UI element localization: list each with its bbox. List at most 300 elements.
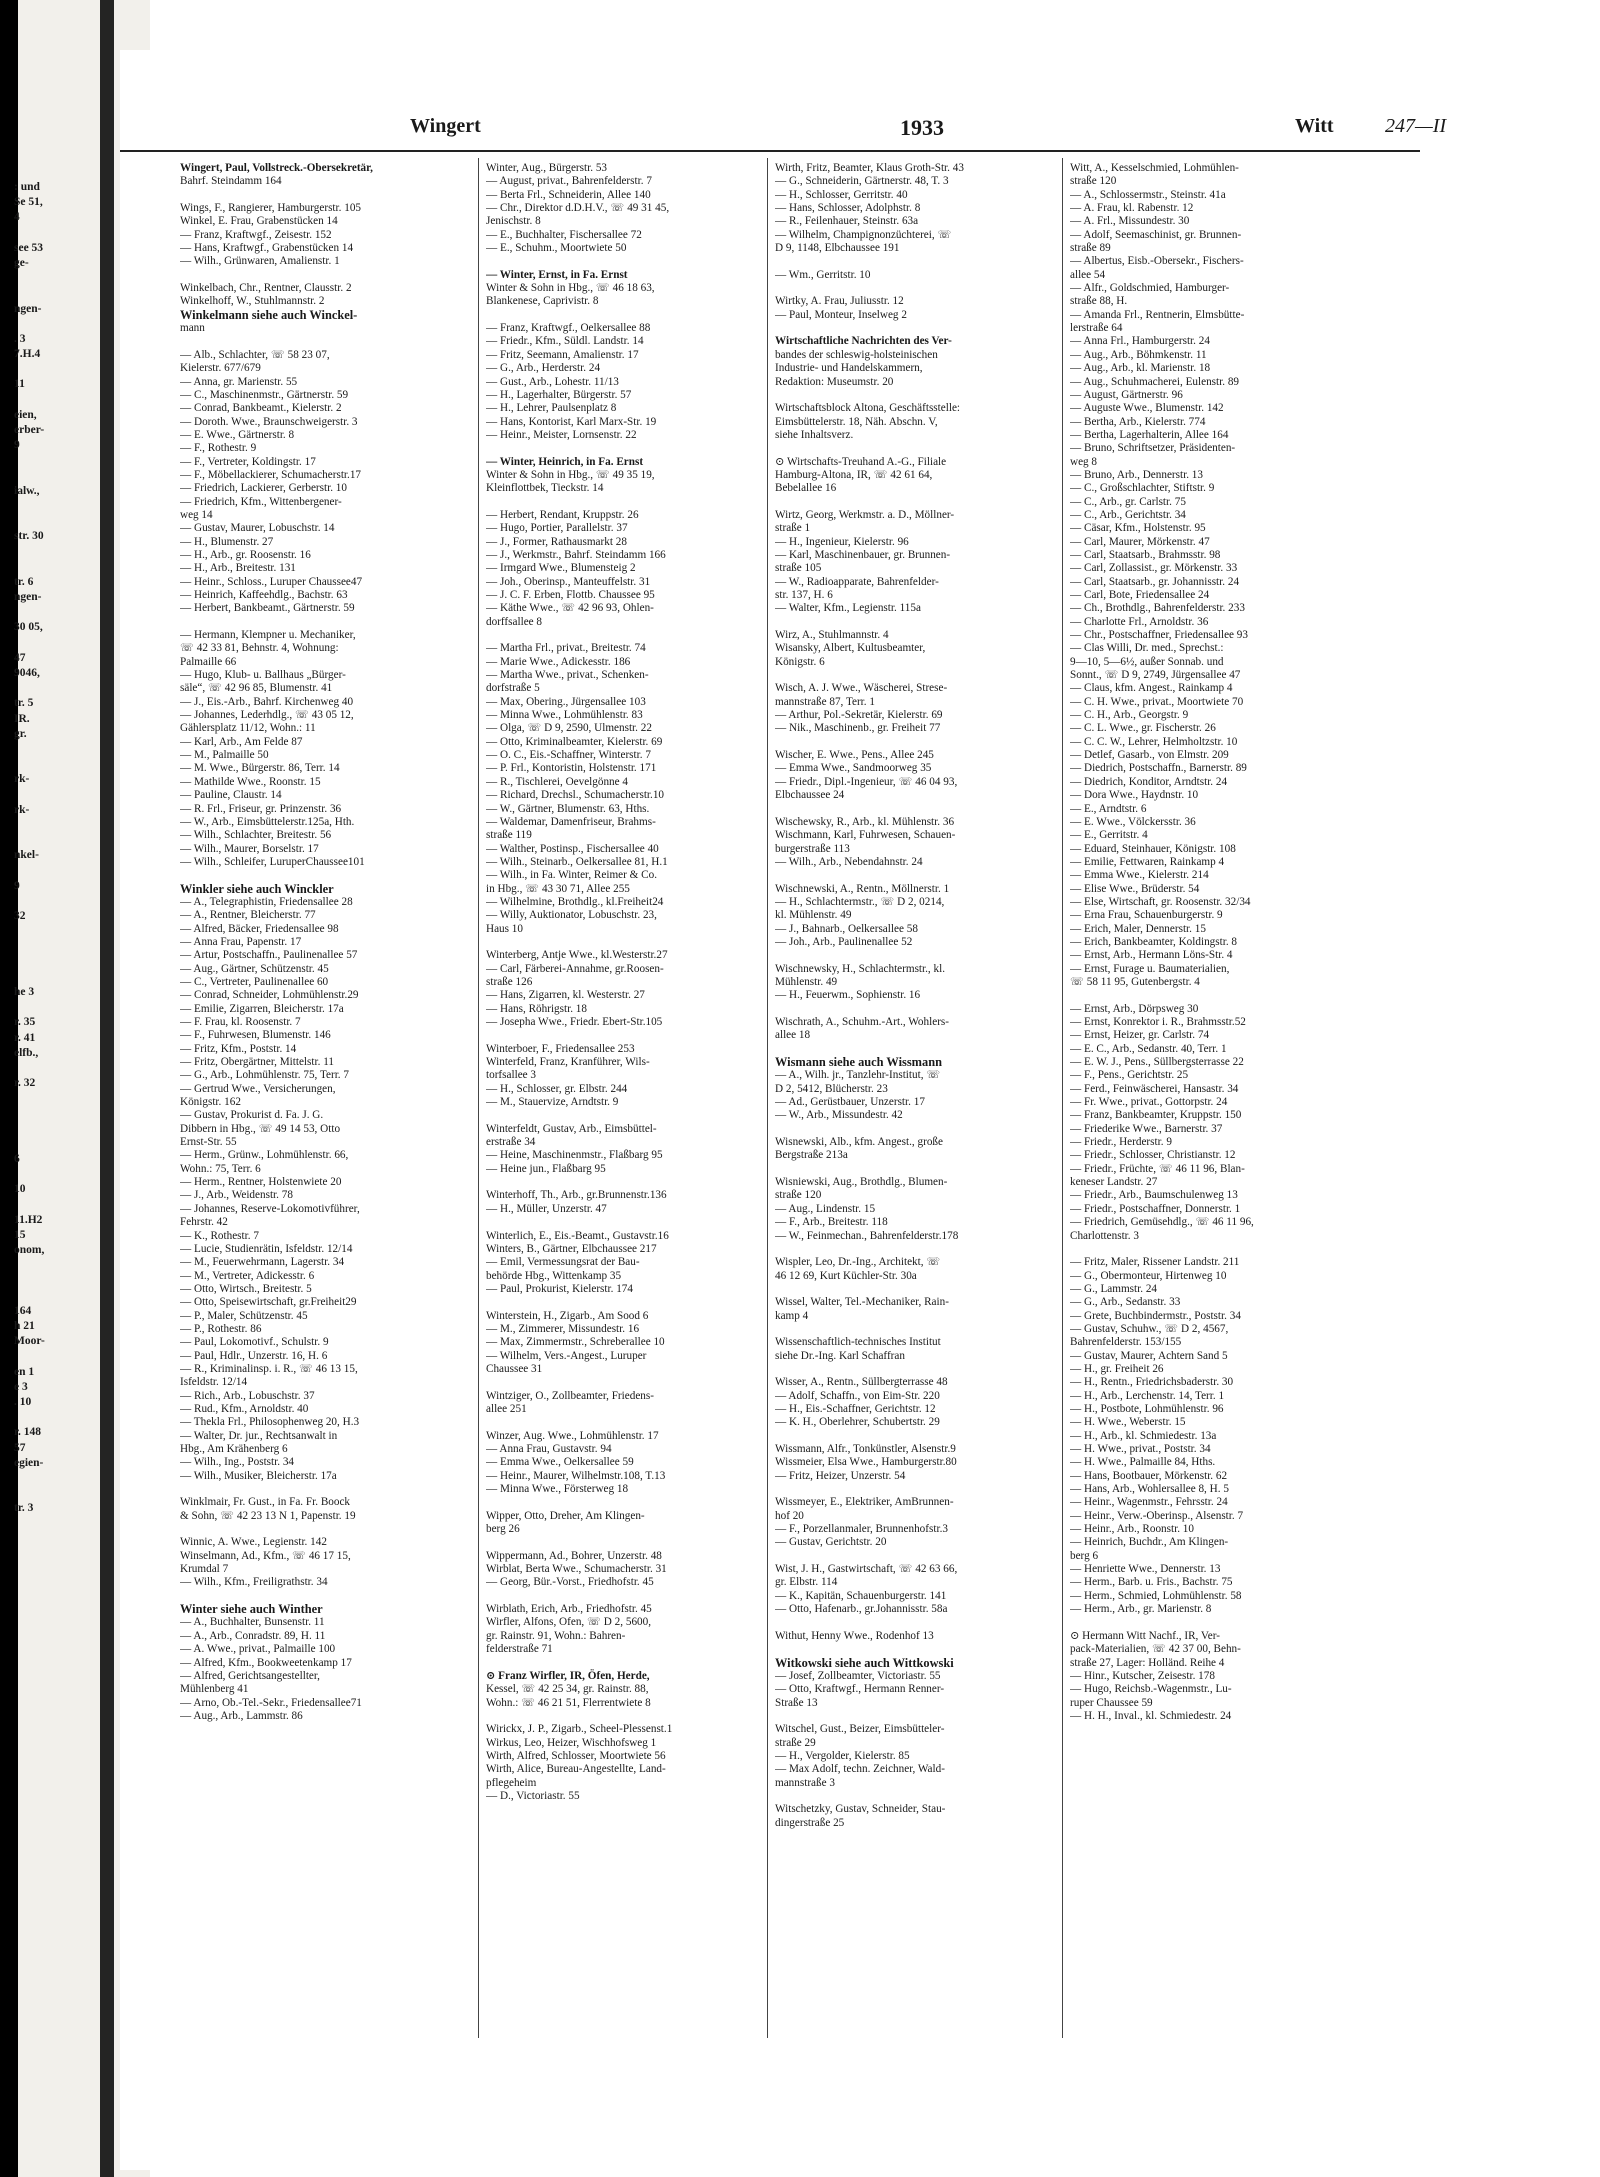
- directory-entry-line: — F. Frau, kl. Roosenstr. 7: [180, 1016, 301, 1028]
- directory-entry-line: Winklmair, Fr. Gust., in Fa. Fr. Boock: [180, 1496, 351, 1509]
- directory-entry-line: — K., Rothestr. 7: [180, 1229, 259, 1242]
- directory-entry-line: — Otto, Kraftwgf., Hermann Renner-: [775, 1683, 945, 1696]
- directory-entry-line: [775, 1323, 1075, 1336]
- directory-entry-line: Mühlenberg 41: [180, 1683, 249, 1696]
- directory-entry-line: — F., Fuhrwesen, Blumenstr. 146: [180, 1029, 331, 1042]
- directory-entry-line: — Adolf, Schaffn., von Eim-Str. 220: [775, 1389, 940, 1402]
- directory-entry-line: — Chr., Direktor d.D.H.V., ☏ 49 31 45,: [486, 202, 670, 215]
- directory-entry-line: — Max Adolf, techn. Zeichner, Wald-: [775, 1763, 945, 1776]
- directory-entry-line: — M., Stauervize, Arndtstr. 9: [486, 1096, 619, 1109]
- directory-entry-line: Wisansky, Albert, Kultusbeamter,: [775, 642, 926, 655]
- directory-entry-line: — Carl, Staatsarb., gr. Johannisstr. 24: [1070, 575, 1240, 588]
- directory-entry-line: keneser Landstr. 27: [1070, 1176, 1158, 1189]
- directory-entry-line: [775, 389, 1075, 402]
- directory-entry-line: Winterfeld, Franz, Kranführer, Wils-: [486, 1056, 650, 1069]
- directory-entry-line: — Claus, kfm. Angest., Rainkamp 4: [1070, 682, 1233, 695]
- directory-entry-line: — Hugo, Reichsb.-Wagenmstr., Lu-: [1070, 1683, 1232, 1696]
- directory-entry-line: — H., gr. Freiheit 26: [1070, 1362, 1164, 1375]
- directory-entry-line: [180, 1523, 480, 1536]
- directory-entry-line: — Karl, Maschinenbauer, gr. Brunnen-: [775, 548, 951, 561]
- header-first-entry: Wingert: [410, 115, 481, 137]
- directory-entry-line: Winter & Sohn in Hbg., ☏ 49 35 19,: [486, 468, 655, 481]
- directory-entry-line: Wisniewski, Aug., Brothdlg., Blumen-: [775, 1176, 948, 1189]
- directory-entry-line: — C., Maschinenmstr., Gärtnerstr. 59: [180, 388, 349, 401]
- directory-entry-line: — Walter, Dr. jur., Rechtsanwalt in: [180, 1429, 338, 1442]
- directory-entry-line: — Friedr., Herderstr. 9: [1070, 1136, 1172, 1149]
- directory-entry-line: Bahrenfelderstr. 153/155: [1070, 1336, 1182, 1349]
- directory-entry-line: — Alfred, Kfm., Bookweetenkamp 17: [180, 1656, 352, 1669]
- directory-entry-line: Witt, A., Kesselschmied, Lohmühlen-: [1070, 162, 1239, 174]
- fragment-line: 4: [14, 211, 20, 224]
- directory-entry-line: — R., Feilenhauer, Steinstr. 63a: [775, 215, 919, 228]
- directory-entry-line: [775, 869, 1075, 882]
- fragment-line: 30 05,: [14, 621, 43, 634]
- directory-entry-line: — P., Maler, Schützenstr. 45: [180, 1309, 308, 1322]
- directory-entry-line: — J., Bahnarb., Oelkersallee 58: [775, 922, 918, 935]
- directory-entry-line: Winnic, A. Wwe., Legienstr. 142: [180, 1536, 327, 1549]
- directory-entry-line: Chaussee 31: [486, 1362, 543, 1375]
- directory-entry-line: Winterfeldt, Gustav, Arb., Eimsbüttel-: [486, 1122, 657, 1135]
- directory-entry-line: — Aug., Arb., Böhmkenstr. 11: [1070, 348, 1207, 361]
- directory-entry-line: — F., Vertreter, Koldingstr. 17: [180, 455, 316, 468]
- directory-entry-line: Wirtschaftsblock Altona, Geschäftsstelle:: [775, 402, 961, 415]
- directory-entry-line: — Ernst, Arb., Hermann Löns-Str. 4: [1070, 949, 1233, 962]
- directory-entry-line: [775, 1550, 1075, 1563]
- fragment-line: elfb.,: [14, 1046, 39, 1059]
- fragment-line: 164: [14, 1304, 32, 1317]
- directory-entry-line: — Minna Wwe., Lohmühlenstr. 83: [486, 709, 643, 722]
- fragment-line: rk-: [14, 803, 30, 816]
- directory-entry-line: [486, 442, 786, 455]
- directory-entry-line: Winkler siehe auch Winckler: [180, 881, 334, 896]
- directory-entry-line: — Arno, Ob.-Tel.-Sekr., Friedensallee71: [180, 1696, 362, 1709]
- directory-entry-line: Industrie- und Handelskammern,: [775, 362, 923, 375]
- directory-entry-line: gr. Elbstr. 114: [775, 1576, 838, 1589]
- directory-entry-line: [486, 1536, 786, 1549]
- directory-entry-line: — Arthur, Pol.-Sekretär, Kielerstr. 69: [775, 709, 943, 722]
- directory-entry-line: — Pauline, Claustr. 14: [180, 789, 282, 802]
- directory-entry-line: — H., Blumenstr. 27: [180, 535, 274, 548]
- directory-entry-line: 46 12 69, Kurt Küchler-Str. 30a: [775, 1269, 917, 1282]
- directory-entry-line: — Herm., Schmied, Lohmühlenstr. 58: [1070, 1589, 1242, 1602]
- directory-entry-line: — A., Telegraphistin, Friedensallee 28: [180, 895, 353, 908]
- directory-entry-line: — Mathilde Wwe., Roonstr. 15: [180, 775, 321, 788]
- directory-entry-line: — Friedrich, Kfm., Wittenbergener-: [180, 495, 342, 508]
- directory-entry-line: Withut, Henny Wwe., Rodenhof 13: [775, 1629, 934, 1642]
- directory-entry-line: — P., Rothestr. 86: [180, 1322, 262, 1335]
- fragment-line: 10: [14, 1183, 26, 1196]
- directory-entry-line: Wingert, Paul, Vollstreck.-Obersekretär,: [180, 162, 373, 174]
- directory-entry-line: Wischrath, A., Schuhm.-Art., Wohlers-: [775, 1016, 949, 1028]
- directory-entry-line: — Wilh., in Fa. Winter, Reimer & Co.: [486, 869, 658, 882]
- directory-entry-line: — Franz, Kraftwgf., Zeisestr. 152: [180, 228, 332, 241]
- fragment-line: rk-: [14, 773, 30, 786]
- directory-entry-line: Redaktion: Museumstr. 20: [775, 375, 894, 388]
- directory-entry-line: — Hermann, Klempner u. Mechaniker,: [180, 629, 356, 642]
- directory-entry-line: Winzer, Aug. Wwe., Lohmühlenstr. 17: [486, 1429, 659, 1442]
- directory-entry-line: — F., Arb., Breitestr. 118: [775, 1216, 888, 1229]
- directory-entry-line: — Paul, Hdlr., Unzerstr. 16, H. 6: [180, 1349, 328, 1362]
- directory-entry-line: Wirickx, J. P., Zigarb., Scheel-Plessenst.1: [486, 1723, 673, 1736]
- directory-entry-line: — Bertha, Arb., Kielerstr. 774: [1070, 415, 1206, 428]
- directory-entry-line: — Thekla Frl., Philosophenweg 20, H.3: [180, 1416, 360, 1429]
- directory-entry-line: — Erich, Maler, Dennerstr. 15: [1070, 922, 1206, 935]
- fragment-line: 6: [14, 1153, 20, 1165]
- directory-entry-line: D 9, 1148, Elbchaussee 191: [775, 242, 900, 255]
- directory-entry-line: Winter siehe auch Winther: [180, 1602, 323, 1617]
- directory-entry-line: — H., Arb., Breitestr. 131: [180, 562, 296, 575]
- directory-entry-line: — Anna Frl., Hamburgerstr. 24: [1070, 335, 1210, 348]
- directory-entry-line: 9—10, 5—6½, außer Sonnab. und: [1070, 655, 1224, 668]
- directory-entry-line: felderstraße 71: [486, 1643, 553, 1656]
- directory-entry-line: — K., Kapitän, Schauenburgerstr. 141: [775, 1589, 947, 1602]
- directory-entry-line: — Carl, Maurer, Mörkenstr. 47: [1070, 535, 1210, 548]
- directory-entry-line: — Wilh., Maurer, Borselstr. 17: [180, 842, 319, 855]
- directory-entry-line: — H. Wwe., Weberstr. 15: [1070, 1416, 1186, 1429]
- directory-entry-line: — Diedrich, Postschaffn., Barnerstr. 89: [1070, 762, 1247, 775]
- directory-entry-line: — Berta Frl., Schneiderin, Allee 140: [486, 188, 651, 201]
- directory-entry-line: Fehrstr. 42: [180, 1216, 228, 1229]
- directory-entry-line: — Grete, Buchbindermstr., Poststr. 34: [1070, 1309, 1241, 1322]
- directory-entry-line: — R., Tischlerei, Oevelgönne 4: [486, 775, 629, 788]
- directory-entry-line: — Amanda Frl., Rentnerin, Elmsbütte-: [1070, 308, 1245, 321]
- directory-entry-line: — C. L. Wwe., gr. Fischerstr. 26: [1070, 722, 1216, 735]
- directory-entry-line: — W., Gärtner, Blumenstr. 63, Hths.: [486, 802, 650, 815]
- directory-entry-line: — W., Feinmechan., Bahrenfelderstr.178: [775, 1229, 959, 1242]
- directory-entry-line: — E., Arndtstr. 6: [1070, 802, 1147, 815]
- directory-entry-line: — G., Arb., Herderstr. 24: [486, 362, 601, 375]
- directory-entry-line: [486, 1416, 786, 1429]
- directory-entry-line: — Hans, Kontorist, Karl Marx-Str. 19: [486, 415, 657, 428]
- directory-entry-line: — Friedr., Arb., Baumschulenweg 13: [1070, 1189, 1238, 1202]
- directory-entry-line: Winterberg, Antje Wwe., kl.Westerstr.27: [486, 949, 668, 962]
- directory-entry-line: — H., Arb., gr. Roosenstr. 16: [180, 548, 311, 561]
- directory-entry-line: Wischnewsky, H., Schlachtermstr., kl.: [775, 962, 946, 975]
- directory-entry-line: — Wilh., Kfm., Freiligrathstr. 34: [180, 1576, 328, 1589]
- directory-entry-line: — H. H., Inval., kl. Schmiedestr. 24: [1070, 1709, 1232, 1722]
- directory-entry-line: Winter, Aug., Bürgerstr. 53: [486, 162, 608, 174]
- directory-entry-line: — Heinr., Meister, Lornsenstr. 22: [486, 428, 637, 441]
- directory-entry-line: straße 120: [1070, 175, 1117, 188]
- directory-entry-line: — Alfred, Gerichtsangestellter,: [180, 1669, 320, 1682]
- directory-entry-line: [180, 335, 480, 348]
- fragment-line: ngen-: [14, 302, 42, 315]
- directory-entry-line: Kielerstr. 677/679: [180, 362, 261, 375]
- fragment-line: 47: [14, 651, 26, 664]
- directory-entry-line: Palmaille 66: [180, 655, 237, 668]
- fragment-line: Se 51,: [14, 196, 43, 209]
- directory-entry-line: Mühlenstr. 49: [775, 975, 838, 988]
- directory-entry-line: [180, 1590, 480, 1603]
- directory-entry-line: erstraße 34: [486, 1136, 536, 1149]
- directory-entry-line: [486, 496, 786, 509]
- directory-entry-line: Wings, F., Rangierer, Hamburgerstr. 105: [180, 202, 362, 215]
- fragment-line: he 3: [14, 985, 35, 998]
- directory-entry-line: Bahrf. Steindamm 164: [180, 175, 282, 188]
- directory-entry-line: [775, 322, 1075, 335]
- directory-entry-line: Winkelbach, Chr., Rentner, Clausstr. 2: [180, 282, 352, 295]
- fragment-line: nkel-: [14, 849, 39, 862]
- directory-entry-line: — M., Feuerwehrmann, Lagerstr. 34: [180, 1256, 345, 1269]
- fragment-line: IR.: [14, 712, 30, 725]
- directory-entry-line: [775, 1283, 1075, 1296]
- directory-entry-line: — H., Müller, Unzerstr. 47: [486, 1202, 607, 1215]
- directory-entry-line: — Else, Wirtschaft, gr. Roosenstr. 32/34: [1070, 895, 1251, 908]
- directory-entry-line: — C. C. W., Lehrer, Helmholtzstr. 10: [1070, 735, 1238, 748]
- directory-entry-line: burgerstraße 113: [775, 842, 850, 855]
- directory-entry-line: torfsallee 3: [486, 1069, 537, 1082]
- directory-entry-line: — Detlef, Gasarb., von Elmstr. 209: [1070, 749, 1229, 762]
- directory-entry-line: — Karl, Arb., Am Felde 87: [180, 735, 303, 748]
- directory-entry-line: Kessel, ☏ 42 25 34, gr. Rainstr. 88,: [486, 1683, 649, 1696]
- directory-entry-line: Wist, J. H., Gastwirtschaft, ☏ 42 63 66,: [775, 1563, 958, 1576]
- directory-entry-line: — H., Ingenieur, Kielerstr. 96: [775, 535, 909, 548]
- directory-entry-line: weg 8: [1070, 455, 1098, 468]
- directory-entry-line: [775, 736, 1075, 749]
- directory-entry-line: — Emma Wwe., Oelkersallee 59: [486, 1456, 634, 1469]
- directory-entry-line: — Käthe Wwe., ☏ 42 96 93, Ohlen-: [486, 602, 654, 615]
- directory-entry-line: — H., Schlachtermstr., ☏ D 2, 0214,: [775, 895, 945, 908]
- directory-entry-line: mann: [180, 322, 205, 335]
- directory-entry-line: — Nik., Maschinenb., gr. Freiheit 77: [775, 722, 941, 735]
- directory-entry-line: — Willy, Auktionator, Lobuschstr. 23,: [486, 909, 657, 922]
- directory-entry-line: — E. C., Arb., Sedanstr. 40, Terr. 1: [1070, 1042, 1227, 1055]
- directory-entry-line: Wirblat, Berta Wwe., Schumacherstr. 31: [486, 1563, 667, 1576]
- directory-entry-line: — Josef, Zollbeamter, Victoriastr. 55: [775, 1669, 941, 1682]
- directory-entry-line: — Aug., Arb., Lammstr. 86: [180, 1709, 303, 1722]
- fragment-line: 9: [14, 439, 20, 452]
- fragment-line: r. 148: [14, 1426, 42, 1439]
- header-last-entry: Witt: [1295, 115, 1334, 137]
- directory-entry-line: [486, 1109, 786, 1122]
- directory-entry-line: Winterlich, E., Eis.-Beamt., Gustavstr.16: [486, 1229, 669, 1242]
- directory-entry-line: allee 251: [486, 1402, 527, 1415]
- directory-entry-line: [775, 1003, 1075, 1016]
- directory-entry-line: Winkel, E. Frau, Grabenstücken 14: [180, 215, 338, 228]
- directory-entry-line: — Walter, Kfm., Legienstr. 115a: [775, 602, 921, 615]
- directory-entry-line: [775, 1710, 1075, 1723]
- directory-entry-line: Dibbern in Hbg., ☏ 49 14 53, Otto: [180, 1122, 341, 1135]
- directory-entry-line: Hamburg-Altona, IR, ☏ 42 61 64,: [775, 468, 933, 481]
- directory-entry-line: — Wilh., Schlachter, Breitestr. 56: [180, 829, 332, 842]
- directory-entry-line: — Herm., Grünw., Lohmühlenstr. 66,: [180, 1149, 349, 1162]
- directory-entry-line: str. 137, H. 6: [775, 589, 833, 601]
- directory-entry-line: mannstraße 3: [775, 1776, 835, 1789]
- directory-entry-line: ⊙ Wirtschafts-Treuhand A.-G., Filiale: [775, 455, 947, 468]
- directory-entry-line: — H., Feuerwm., Sophienstr. 16: [775, 989, 921, 1002]
- directory-entry-line: — Johannes, Reserve-Lokomotivführer,: [180, 1202, 360, 1215]
- directory-entry-line: straße 27, Lager: Holländ. Reihe 4: [1070, 1656, 1225, 1669]
- directory-entry-line: — Anna Frau, Papenstr. 17: [180, 935, 302, 948]
- directory-entry-line: Wintziger, O., Zollbeamter, Friedens-: [486, 1389, 654, 1402]
- directory-entry-line: [486, 1216, 786, 1229]
- directory-entry-line: [775, 1790, 1075, 1803]
- directory-entry-line: — Wm., Gerritstr. 10: [775, 268, 871, 281]
- directory-entry-line: — Paul, Prokurist, Kielerstr. 174: [486, 1282, 633, 1295]
- directory-entry-line: Königstr. 6: [775, 655, 825, 668]
- directory-entry-line: — Gertrud Wwe., Versicherungen,: [180, 1082, 336, 1095]
- directory-entry-line: [486, 1029, 786, 1042]
- directory-entry-line: Sonnt., ☏ D 9, 2749, Jürgensallee 47: [1070, 669, 1241, 682]
- directory-entry-line: kl. Mühlenstr. 49: [775, 909, 852, 922]
- directory-entry-line: — Fritz, Maler, Rissener Landstr. 211: [1070, 1256, 1240, 1269]
- directory-entry-line: hof 20: [775, 1509, 804, 1522]
- directory-entry-line: [775, 1243, 1075, 1256]
- directory-entry-line: straße 120: [775, 1189, 822, 1202]
- directory-entry-line: — H., Rentn., Friedrichsbaderstr. 30: [1070, 1376, 1234, 1389]
- fragment-line: . 10: [14, 1396, 32, 1408]
- directory-entry-line: siehe Dr.-Ing. Karl Schaffran: [775, 1349, 905, 1362]
- directory-entry-line: [180, 189, 480, 202]
- directory-entry-line: — Auguste Wwe., Blumenstr. 142: [1070, 402, 1224, 415]
- directory-entry-line: — A. Frl., Missundestr. 30: [1070, 215, 1190, 228]
- fragment-line: egien-: [14, 1456, 44, 1469]
- fragment-line: 9: [14, 879, 20, 892]
- directory-entry-line: — Wilh., Musiker, Bleicherstr. 17a: [180, 1469, 337, 1482]
- directory-entry-line: — Max, Zimmermstr., Schreberallee 10: [486, 1336, 665, 1349]
- directory-entry-line: [486, 1296, 786, 1309]
- directory-entry-line: [775, 949, 1075, 962]
- fragment-line: r. 41: [14, 1031, 36, 1044]
- directory-entry-line: — M. Wwe., Bürgerstr. 86, Terr. 14: [180, 762, 340, 775]
- directory-entry-line: & Sohn, ☏ 42 23 13 N 1, Papenstr. 19: [180, 1509, 356, 1522]
- directory-entry-line: — Wilh., Schleifer, LuruperChaussee101: [180, 855, 365, 868]
- fragment-line: e 3: [14, 1380, 28, 1393]
- directory-entry-line: [1070, 1616, 1386, 1629]
- directory-entry-line: — C., Arb., gr. Carlstr. 75: [1070, 495, 1186, 508]
- directory-entry-line: dingerstraße 25: [775, 1816, 845, 1829]
- directory-entry-line: — Alfred, Bäcker, Friedensallee 98: [180, 922, 339, 935]
- directory-entry-line: — Rich., Arb., Lobuschstr. 37: [180, 1389, 315, 1402]
- directory-entry-line: — Friedrich, Lackierer, Gerberstr. 10: [180, 482, 347, 495]
- directory-entry-line: — C., Vertreter, Paulinenallee 60: [180, 975, 329, 988]
- directory-entry-line: — H., Eis.-Schaffner, Gerichtstr. 12: [775, 1402, 936, 1415]
- directory-entry-line: — Anna Frau, Gustavstr. 94: [486, 1443, 612, 1455]
- directory-entry-line: — J., Eis.-Arb., Bahrf. Kirchenweg 40: [180, 695, 354, 708]
- directory-entry-line: — Charlotte Frl., Arnoldstr. 36: [1070, 615, 1209, 628]
- directory-entry-line: — F., Porzellanmaler, Brunnenhofstr.3: [775, 1523, 948, 1536]
- directory-entry-line: — Albertus, Eisb.-Obersekr., Fischers-: [1070, 255, 1244, 268]
- directory-entry-line: mannstraße 87, Terr. 1: [775, 695, 875, 708]
- directory-entry-line: — Wilh., Arb., Nebendahnstr. 24: [775, 855, 923, 868]
- directory-entry-line: — W., Arb., Eimsbüttelerstr.125a, Hth.: [180, 815, 355, 828]
- directory-entry-line: — Herm., Arb., gr. Marienstr. 8: [1070, 1603, 1212, 1616]
- directory-entry-line: — C., Arb., Gerichtstr. 34: [1070, 508, 1186, 521]
- directory-entry-line: — Alb., Schlachter, ☏ 58 23 07,: [180, 348, 330, 361]
- directory-column-1: [180, 162, 480, 1723]
- directory-entry-line: — Conrad, Schneider, Lohmühlenstr.29: [180, 989, 359, 1002]
- directory-entry-line: Wissenschaftlich-technisches Institut: [775, 1336, 941, 1349]
- directory-entry-line: — Gustav, Gerichtstr. 20: [775, 1536, 887, 1549]
- header-year: 1933: [900, 115, 944, 140]
- directory-entry-line: — Paul, Lokomotivf., Schulstr. 9: [180, 1336, 329, 1349]
- directory-entry-line: Witkowski siehe auch Wittkowski: [775, 1655, 954, 1670]
- directory-entry-line: Wisser, A., Rentn., Süllbergterrasse 48: [775, 1376, 948, 1389]
- directory-entry-line: [180, 616, 480, 629]
- fragment-line: ngen-: [14, 591, 42, 604]
- directory-entry-line: — H., Lagerhalter, Bürgerstr. 57: [486, 388, 632, 401]
- fragment-line: 9046,: [14, 667, 40, 679]
- directory-entry-line: — Walther, Postinsp., Fischersallee 40: [486, 842, 659, 855]
- directory-entry-line: [486, 309, 786, 322]
- directory-entry-line: — Otto, Kriminalbeamter, Kielerstr. 69: [486, 735, 663, 748]
- directory-entry-line: — Minna Wwe., Försterweg 18: [486, 1483, 629, 1496]
- directory-entry-line: — Clas Willi, Dr. med., Sprechst.:: [1070, 642, 1224, 655]
- directory-entry-line: — H., Postbote, Lohmühlenstr. 96: [1070, 1402, 1224, 1415]
- directory-entry-line: — Max, Obering., Jürgensallee 103: [486, 695, 646, 708]
- fragment-line: tr. 6: [14, 575, 34, 588]
- directory-entry-line: [775, 255, 1075, 268]
- directory-entry-line: — Johannes, Lederhdlg., ☏ 43 05 12,: [180, 709, 354, 722]
- directory-entry-line: Jenischstr. 8: [486, 215, 541, 228]
- directory-entry-line: Winter & Sohn in Hbg., ☏ 46 18 63,: [486, 282, 655, 295]
- fragment-line: 7.H.4: [14, 348, 41, 361]
- directory-entry-line: — Ad., Gerüstbauer, Unzerstr. 17: [775, 1096, 925, 1109]
- directory-entry-line: — Franz, Kraftwgf., Oelkersallee 88: [486, 322, 651, 335]
- directory-entry-line: Wippermann, Ad., Bohrer, Unzerstr. 48: [486, 1549, 662, 1562]
- directory-entry-line: Winkelhoff, W., Stuhlmannstr. 2: [180, 295, 325, 308]
- directory-entry-line: — Heine, Maschinenmstr., Flaßbarg 95: [486, 1149, 663, 1162]
- directory-entry-line: — Anna, gr. Marienstr. 55: [180, 375, 298, 388]
- directory-entry-line: Wirfler, Alfons, Ofen, ☏ D 2, 5600,: [486, 1616, 652, 1629]
- directory-entry-line: — Friederike Wwe., Barnerstr. 37: [1070, 1122, 1223, 1135]
- directory-entry-line: [180, 1483, 480, 1496]
- fragment-line: erber-: [14, 424, 45, 436]
- directory-entry-line: — J. C. F. Erben, Flottb. Chaussee 95: [486, 589, 655, 601]
- directory-entry-line: — Hans, Arb., Wohlersallee 8, H. 5: [1070, 1483, 1229, 1496]
- directory-entry-line: ⊙ Franz Wirfler, IR, Öfen, Herde,: [486, 1669, 650, 1682]
- directory-entry-line: — Georg, Bür.-Vorst., Friedhofstr. 45: [486, 1576, 654, 1589]
- directory-entry-line: — Winter, Ernst, in Fa. Ernst: [486, 268, 628, 281]
- directory-entry-line: — W., Radioapparate, Bahrenfelder-: [775, 575, 939, 588]
- directory-entry-line: — August, privat., Bahrenfelderstr. 7: [486, 175, 652, 188]
- fragment-line: tr. 5: [14, 697, 34, 710]
- directory-entry-line: — Herbert, Bankbeamt., Gärtnerstr. 59: [180, 602, 355, 615]
- directory-entry-line: [775, 282, 1075, 295]
- directory-entry-line: — Hans, Kraftwgf., Grabenstücken 14: [180, 242, 354, 255]
- directory-entry-line: — Heinr., Verw.-Oberinsp., Alsenstr. 7: [1070, 1509, 1244, 1522]
- directory-entry-line: — Ferd., Feinwäscherei, Hansastr. 34: [1070, 1082, 1239, 1095]
- directory-entry-line: — A., Rentner, Bleicherstr. 77: [180, 909, 316, 922]
- directory-entry-line: — Eduard, Steinhauer, Königstr. 108: [1070, 842, 1236, 855]
- directory-entry-line: Wipper, Otto, Dreher, Am Klingen-: [486, 1509, 645, 1522]
- directory-entry-line: — Emma Wwe., Sandmoorweg 35: [775, 762, 932, 775]
- fragment-line: h 21: [14, 1320, 35, 1333]
- directory-entry-line: — G., Lammstr. 24: [1070, 1282, 1158, 1295]
- directory-entry-line: — Erna Frau, Schauenburgerstr. 9: [1070, 909, 1223, 922]
- directory-entry-line: — Diedrich, Konditor, Arndtstr. 24: [1070, 775, 1228, 788]
- directory-entry-line: [775, 669, 1075, 682]
- directory-entry-line: — Chr., Postschaffner, Friedensallee 93: [1070, 629, 1248, 642]
- directory-entry-line: — C. H., Arb., Georgstr. 9: [1070, 709, 1189, 722]
- directory-entry-line: Wisch, A. J. Wwe., Wäscherei, Strese-: [775, 682, 948, 695]
- fragment-line: eien,: [14, 408, 37, 421]
- directory-entry-line: — Wilhelm, Vers.-Angest., Luruper: [486, 1349, 647, 1362]
- directory-entry-line: Winterhoff, Th., Arb., gr.Brunnenstr.136: [486, 1189, 667, 1202]
- directory-entry-line: — Hans, Bootbauer, Mörkenstr. 62: [1070, 1469, 1228, 1482]
- directory-entry-line: in Hbg., ☏ 43 30 71, Allee 255: [486, 882, 630, 895]
- directory-entry-line: — Carl, Staatsarb., Brahmsstr. 98: [1070, 548, 1221, 561]
- directory-entry-line: weg 14: [180, 508, 213, 521]
- fragment-line: Moor-: [14, 1335, 45, 1348]
- fragment-line: ialw.,: [14, 484, 40, 497]
- directory-entry-line: Wischewsky, R., Arb., kl. Mühlenstr. 36: [775, 815, 955, 828]
- directory-entry-line: [1070, 989, 1386, 1002]
- directory-entry-line: [180, 269, 480, 282]
- directory-entry-line: — E. W. J., Pens., Süllbergsterrasse 22: [1070, 1056, 1244, 1069]
- directory-entry-line: — Bruno, Arb., Dennerstr. 13: [1070, 468, 1203, 481]
- directory-entry-line: — H. Wwe., privat., Poststr. 34: [1070, 1443, 1211, 1455]
